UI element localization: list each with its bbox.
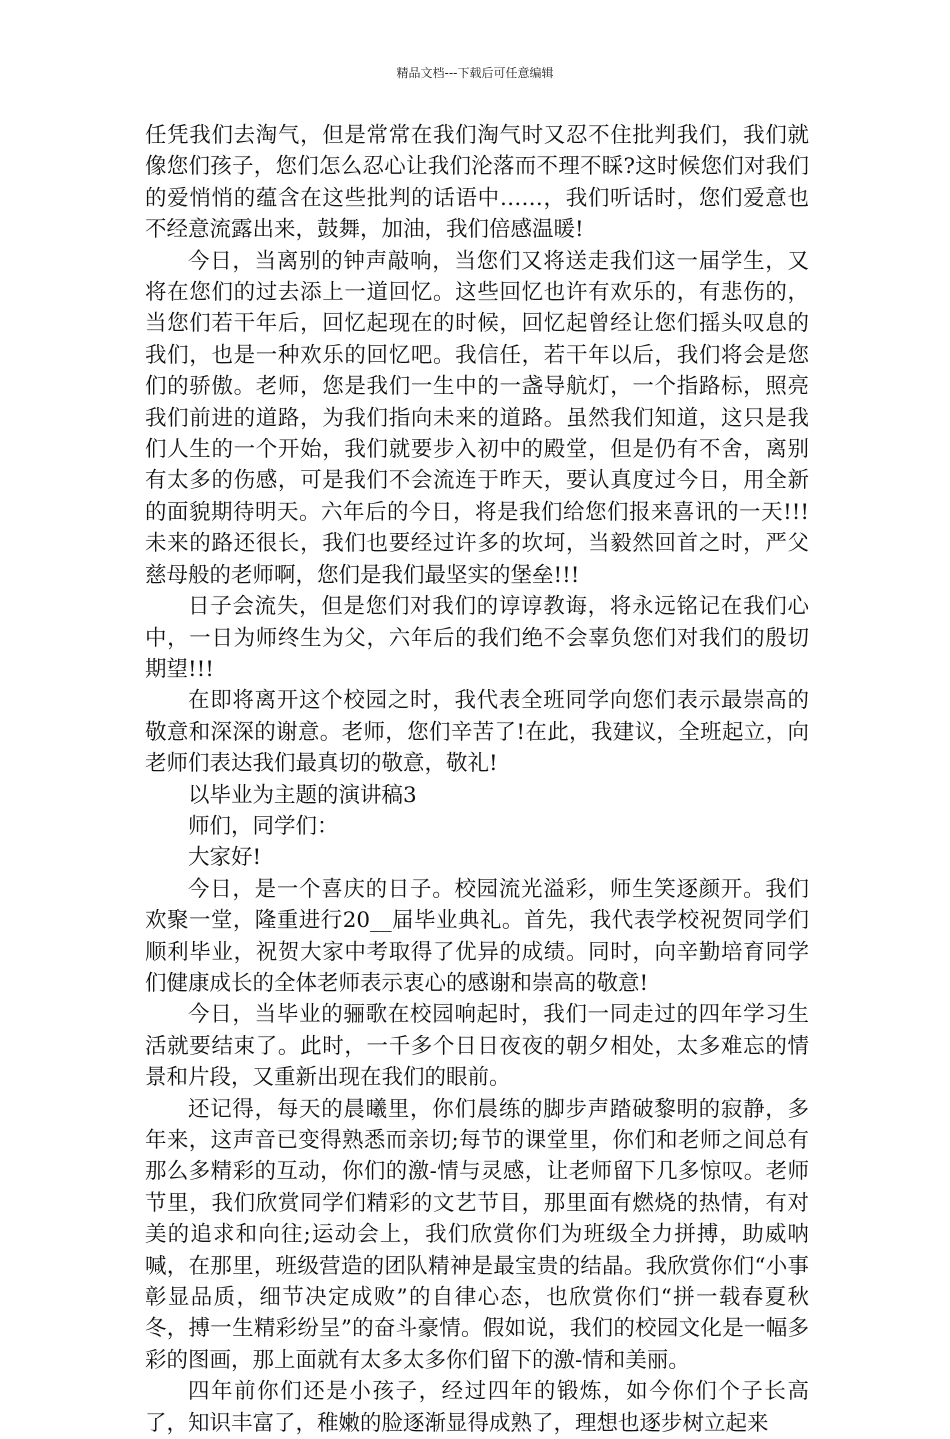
- page-header: 精品文档---下载后可任意编辑: [396, 66, 554, 80]
- section-title: 以毕业为主题的演讲稿3: [188, 782, 417, 808]
- paragraph: 任凭我们去淘气，但是常常在我们淘气时又忍不住批判我们，我们就像您们孩子，您们怎么忍心让我们沦落而不理不睬?这时候您们对我们的爱悄悄的蕴含在这些批判的话语中……，我们听话时，您们爱意也不经意流露出来，鼓舞，加油，我们倍感温暖!: [145, 123, 809, 243]
- paragraph: 在即将离开这个校园之时，我代表全班同学向您们表示最崇高的敬意和深深的谢意。老师，您们辛苦了!在此，我建议，全班起立，向老师们表达我们最真切的敬意，敬礼!: [145, 688, 809, 777]
- salutation: 师们，同学们：: [188, 813, 339, 839]
- document-body: [145, 120, 809, 1439]
- paragraph: 四年前你们还是小孩子，经过四年的锻炼，如今你们个子长高了，知识丰富了，稚嫩的脸逐渐显得成熟了，理想也逐步树立起来: [145, 1379, 809, 1436]
- paragraph: 日子会流失，但是您们对我们的谆谆教诲，将永远铭记在我们心中，一日为师终生为父，六年后的我们绝不会辜负您们对我们的殷切期望!!!: [145, 594, 809, 682]
- paragraph: 今日，当离别的钟声敲响，当您们又将送走我们这一届学生，又将在您们的过去添上一道回忆。这些回忆也许有欢乐的，有悲伤的，当您们若干年后，回忆起现在的时候，回忆起曾经让您们摇头叹息的我们，也是一种欢乐的回忆吧。我信任，若干年以后，我们将会是您们的骄傲。老师，您是我们一生中的一盏导航灯，一个指路标，照亮我们前进的道路，为我们指向未来的道路。虽然我们知道，这只是我们人生的一个开始，我们就要步入初中的殿堂，但是仍有不舍，离别有太多的伤感，可是我们不会流连于昨天，要认真度过今日，用全新的面貌期待明天。六年后的今日，将是我们给您们报来喜讯的一天!!!未来的路还很长，我们也要经过许多的坎坷，当毅然回首之时，严父慈母般的老师啊，您们是我们最坚实的堡垒!!!: [145, 248, 809, 588]
- paragraph: 今日，是一个喜庆的日子。校园流光溢彩，师生笑逐颜开。我们欢聚一堂，隆重进行20__届毕业典礼。首先，我代表学校祝贺同学们顺利毕业，祝贺大家中考取得了优异的成绩。同时，向辛勤培育同学们健康成长的全体老师表示衷心的感谢和崇高的敬意!: [145, 876, 809, 996]
- paragraph: 今日，当毕业的骊歌在校园响起时，我们一同走过的四年学习生活就要结束了。此时，一千多个日日夜夜的朝夕相处，太多难忘的情景和片段，又重新出现在我们的眼前。: [145, 1002, 809, 1091]
- greeting: 大家好!: [188, 845, 262, 871]
- paragraph: 还记得，每天的晨曦里，你们晨练的脚步声踏破黎明的寂静，多年来，这声音已变得熟悉而亲切;每节的课堂里，你们和老师之间总有那么多精彩的互动，你们的激-情与灵感，让老师留下几多惊叹。老师节里，我们欣赏同学们精彩的文艺节目，那里面有燃烧的热情，有对美的追求和向往;运动会上，我们欣赏你们为班级全力拼搏，助威呐喊，在那里，班级营造的团队精神是最宝贵的结晶。我欣赏你们“小事彰显品质，细节决定成败”的自律心态，也欣赏你们“拼一载春夏秋冬，搏一生精彩纷呈”的奋斗豪情。假如说，我们的校园文化是一幅多彩的图画，那上面就有太多太多你们留下的激-情和美丽。: [145, 1096, 809, 1373]
